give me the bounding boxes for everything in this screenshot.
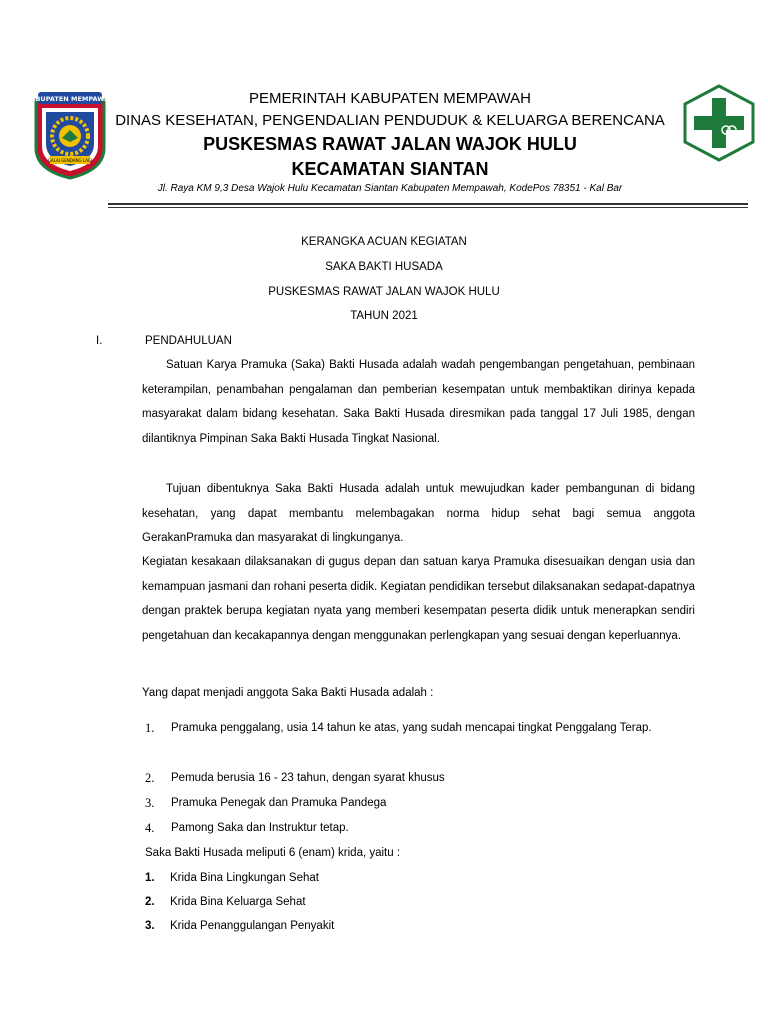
list-item-number: 3. xyxy=(145,796,155,810)
krida-item-text: Krida Penanggulangan Penyakit xyxy=(170,920,335,932)
list-item-text: Pramuka Penegak dan Pramuka Pandega xyxy=(171,797,387,809)
list-item xyxy=(145,791,685,816)
list-item xyxy=(145,816,685,841)
doc-title-line4: TAHUN 2021 xyxy=(350,310,418,322)
krida-item-text: Krida Bina Lingkungan Sehat xyxy=(170,872,319,884)
list-item-number: 1. xyxy=(145,721,155,735)
intro-paragraph-1: Satuan Karya Pramuka (Saka) Bakti Husada adalah wadah pengembangan pengetahuan, pembinaan keterampilan, penambahan pengalaman dan pemberian kesempatan untuk membaktikan dirinya kepada masyarakat dalam bidang kesehatan. Saka Bakti Husada diresmikan pada tanggal 17 Juli 1985, dengan dilantiknya Pimpinan Saka Bakti Husada Tingkat Nasional. xyxy=(142,359,695,445)
doc-title-line2: SAKA BAKTI HUSADA xyxy=(325,261,443,273)
puskesmas-logo xyxy=(682,84,756,162)
krida-item-number: 3. xyxy=(145,920,155,932)
list-item-text: Pamong Saka dan Instruktur tetap. xyxy=(171,822,349,834)
krida-item xyxy=(145,872,319,884)
svg-text:KABUPATEN MEMPAWAH: KABUPATEN MEMPAWAH xyxy=(25,95,115,103)
letterhead-department: DINAS KESEHATAN, PENGENDALIAN PENDUDUK & KELUARGA BERENCANA xyxy=(115,112,665,129)
list-item-number: 4. xyxy=(145,821,155,835)
section-number: I. xyxy=(96,335,103,347)
doc-title-line3: PUSKESMAS RAWAT JALAN WAJOK HULU xyxy=(268,286,500,298)
section-heading: PENDAHULUAN xyxy=(145,335,232,347)
letterhead-government: PEMERINTAH KABUPATEN MEMPAWAH xyxy=(249,90,531,107)
krida-item xyxy=(145,920,334,932)
intro-paragraph-2: Tujuan dibentuknya Saka Bakti Husada adalah untuk mewujudkan kader pembangunan di bidang kesehatan, yang dapat membantu melembagakan norma hidup sehat bagi semua anggota GerakanPramuka dan masyarakat di lingkunganya. xyxy=(142,483,695,545)
list-item xyxy=(145,716,685,741)
kabupaten-mempawah-logo xyxy=(25,90,115,180)
krida-item xyxy=(145,896,306,908)
letterhead-rule-thick xyxy=(108,203,748,205)
krida-item-text: Krida Bina Keluarga Sehat xyxy=(170,896,306,908)
list-item-text: Pemuda berusia 16 - 23 tahun, dengan syarat khusus xyxy=(171,772,445,784)
krida-item-number: 1. xyxy=(145,872,155,884)
list-item-number: 2. xyxy=(145,771,155,785)
letterhead-puskesmas: PUSKESMAS RAWAT JALAN WAJOK HULU xyxy=(203,134,577,154)
letterhead-kecamatan: KECAMATAN SIANTAN xyxy=(291,159,489,179)
letterhead-rule-thin xyxy=(108,207,748,208)
list-item-text: Pramuka penggalang, usia 14 tahun ke atas, yang sudah mencapai tingkat Penggalang Terap. xyxy=(171,722,652,734)
letterhead-address: Jl. Raya KM 9,3 Desa Wajok Hulu Kecamatan Siantan Kabupaten Mempawah, KodePos 78351 - Kal Bar xyxy=(157,183,623,194)
intro-paragraph-3: Kegiatan kesakaan dilaksanakan di gugus depan dan satuan karya Pramuka disesuaikan dengan usia dan kemampuan jasmani dan rohani peserta didik. Kegiatan pendidikan tersebut dilaksanakan sedapat-dapatnya dengan praktek berupa kegiatan nyata yang memberi kesempatan peserta didik untuk menerapkan sendiri pengetahuan dan kecakapannya dengan menggunakan perlengkapan yang sesuai dengan keperluannya. xyxy=(142,556,696,642)
krida-intro: Saka Bakti Husada meliputi 6 (enam) krida, yaitu : xyxy=(145,847,401,859)
list-item xyxy=(145,766,685,791)
members-intro: Yang dapat menjadi anggota Saka Bakti Husada adalah : xyxy=(142,687,434,699)
doc-title-line1: KERANGKA ACUAN KEGIATAN xyxy=(301,236,467,248)
krida-item-number: 2. xyxy=(145,896,155,908)
svg-text:GALAI GENDANG LAGI: GALAI GENDANG LAGI xyxy=(47,158,93,163)
